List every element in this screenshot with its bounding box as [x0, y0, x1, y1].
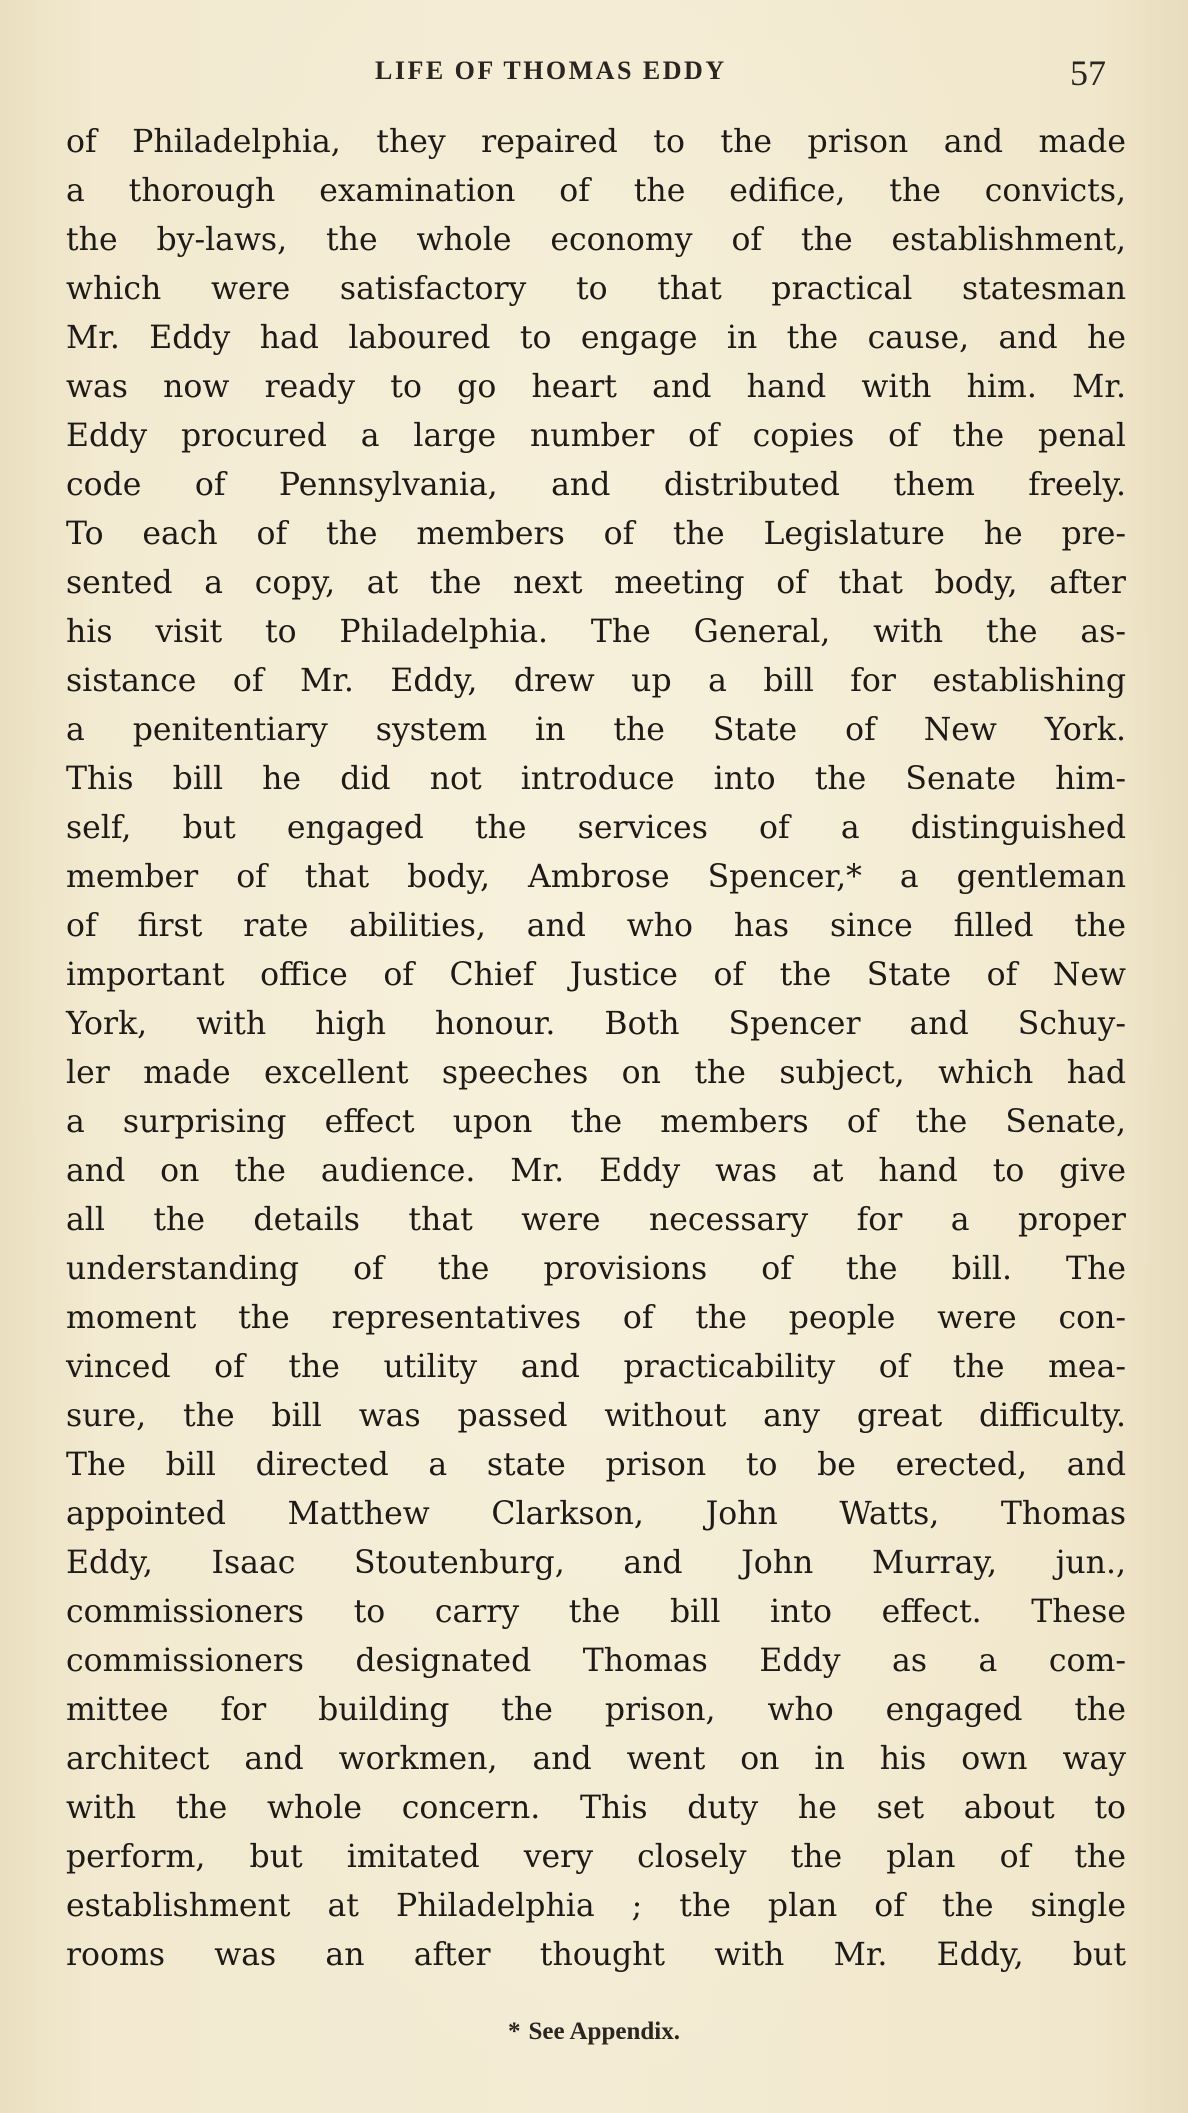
text-line: member of that body, Ambrose Spencer,* a gentleman [66, 859, 1126, 895]
text-line: all the details that were necessary for a proper [66, 1202, 1126, 1238]
text-line: mittee for building the prison, who engaged the [66, 1692, 1126, 1728]
text-line: important office of Chief Justice of the State of New [66, 957, 1126, 993]
footnote [0, 2018, 1188, 2046]
footnote-text: See Appendix. [528, 2018, 680, 2045]
text-line: a penitentiary system in the State of New York. [66, 712, 1126, 748]
text-line: The bill directed a state prison to be erected, and [66, 1447, 1126, 1483]
text-line: vinced of the utility and practicability of the mea- [66, 1349, 1126, 1385]
text-line: sure, the bill was passed without any great difficulty. [66, 1398, 1126, 1434]
text-line: Mr. Eddy had laboured to engage in the cause, and he [66, 320, 1126, 356]
text-line: of first rate abilities, and who has since filled the [66, 908, 1126, 944]
text-line: moment the representatives of the people were con- [66, 1300, 1126, 1336]
running-head: LIFE OF THOMAS EDDY [375, 56, 727, 85]
footnote-mark: * [508, 2018, 521, 2045]
text-line: and on the audience. Mr. Eddy was at hand to give [66, 1153, 1126, 1189]
text-line: perform, but imitated very closely the plan of the [66, 1839, 1126, 1875]
page-header [0, 52, 1188, 102]
text-line: understanding of the provisions of the bill. The [66, 1251, 1126, 1287]
text-line: This bill he did not introduce into the Senate him- [66, 761, 1126, 797]
text-line: sistance of Mr. Eddy, drew up a bill for establishing [66, 663, 1126, 699]
text-line: with the whole concern. This duty he set about to [66, 1790, 1126, 1826]
text-line: architect and workmen, and went on in his own way [66, 1741, 1126, 1777]
text-line: self, but engaged the services of a distinguished [66, 810, 1126, 846]
text-line: commissioners designated Thomas Eddy as a com- [66, 1643, 1126, 1679]
text-line: appointed Matthew Clarkson, John Watts, Thomas [66, 1496, 1126, 1532]
text-line: a thorough examination of the edifice, the convicts, [66, 173, 1126, 209]
text-line: a surprising effect upon the members of the Senate, [66, 1104, 1126, 1140]
text-line: To each of the members of the Legislature he pre- [66, 516, 1126, 552]
text-line: of Philadelphia, they repaired to the prison and made [66, 124, 1126, 160]
text-line: establishment at Philadelphia ; the plan of the single [66, 1888, 1126, 1924]
text-line: Eddy, Isaac Stoutenburg, and John Murray, jun., [66, 1545, 1126, 1581]
text-line: York, with high honour. Both Spencer and Schuy- [66, 1006, 1126, 1042]
text-line: commissioners to carry the bill into effect. These [66, 1594, 1126, 1630]
text-line: ler made excellent speeches on the subject, which had [66, 1055, 1126, 1091]
text-line: Eddy procured a large number of copies of the penal [66, 418, 1126, 454]
page-number: 57 [1070, 53, 1106, 93]
text-line: was now ready to go heart and hand with him. Mr. [66, 369, 1126, 405]
text-line: the by-laws, the whole economy of the establishment, [66, 222, 1126, 258]
text-line: rooms was an after thought with Mr. Eddy, but [66, 1937, 1126, 1973]
text-line: his visit to Philadelphia. The General, with the as- [66, 614, 1126, 650]
text-line: which were satisfactory to that practical statesman [66, 271, 1126, 307]
text-line: sented a copy, at the next meeting of that body, after [66, 565, 1126, 601]
text-line: code of Pennsylvania, and distributed them freely. [66, 467, 1126, 503]
body-text [66, 118, 1126, 1980]
